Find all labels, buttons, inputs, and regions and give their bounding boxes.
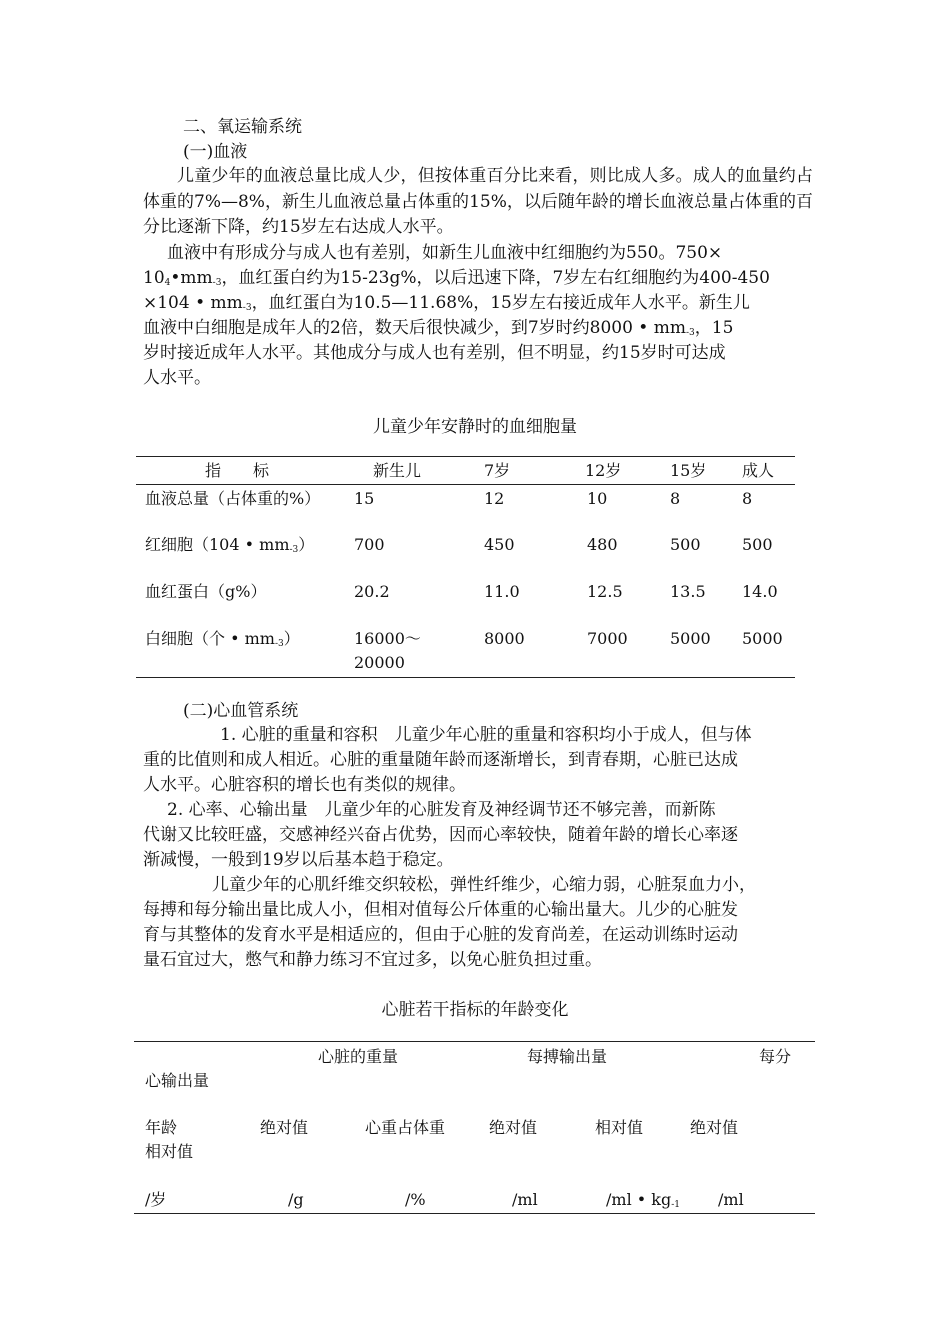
blood-paragraph-2-line-5: 岁时接近成年人水平。其他成分与成人也有差别，但不明显，约15岁时可达成: [143, 343, 726, 363]
subsection-blood-heading: (一)血液: [183, 142, 248, 162]
table2-col-age: 年龄: [145, 1118, 178, 1137]
cardio-p2-line-1: 2. 心率、心输出量 儿童少年的心脏发育及神经调节还不够完善，而新陈: [167, 800, 716, 820]
table1-header-newborn: 新生儿: [373, 461, 422, 480]
table-row-label: 白细胞（个 • $mm_{-3}$）: [145, 629, 300, 649]
table1-header-indicator: 指 标: [205, 461, 270, 480]
cardio-p3-line-4: 量石宜过大，憋气和静力练习不宜过多，以免心脏负担过重。: [143, 950, 602, 970]
table-cell: 12: [484, 489, 505, 508]
table-cell: 5000: [742, 629, 783, 648]
table1-header-7y: 7岁: [484, 461, 511, 480]
table-cell: 8: [670, 489, 681, 508]
table-cell: 10: [587, 489, 608, 508]
table-cell: 16000～: [354, 629, 421, 648]
table1-header-rule: [136, 484, 795, 485]
cardio-p1-line-2: 重的比值则和成人相近。心脏的重量随年龄而逐渐增长，到青春期，心脏已达成: [143, 750, 738, 770]
table2-group-cardiac-output-wrap: 心输出量: [145, 1071, 210, 1090]
table2-unit-ml-output: /ml: [718, 1190, 744, 1209]
table2-unit-pct: /%: [405, 1190, 426, 1209]
table2-col-rel-output: 相对值: [145, 1142, 194, 1161]
table1-top-rule: [136, 456, 795, 457]
cardio-p2-line-3: 渐减慢，一般到19岁以后基本趋于稳定。: [143, 850, 454, 870]
table-cell: 13.5: [670, 582, 706, 601]
table-cell: 8: [742, 489, 753, 508]
table1-header-15y: 15岁: [670, 461, 707, 480]
table-row-label: 红细胞（104 • $mm_{-3}$）: [145, 535, 315, 555]
table1-header-adult: 成人: [742, 461, 775, 480]
cardio-p3-line-2: 每搏和每分输出量比成人小，但相对值每公斤体重的心输出量大。儿少的心脏发: [143, 900, 738, 920]
table-cell: 500: [670, 535, 701, 554]
blood-paragraph-2-line-3: ×104 • $mm_{-3}$，血红蛋白为10.5—11.68%，15岁左右接近成年人水平。新生儿: [143, 293, 750, 313]
blood-paragraph-2-line-2: $10_4•mm_{-3}$，血红蛋白约为15-23g%，以后迅速下降，7岁左右红细胞约为400-450: [143, 268, 770, 288]
table-cell: 12.5: [587, 582, 623, 601]
table2-unit-g: /g: [288, 1190, 304, 1209]
table1-bottom-rule: [136, 677, 795, 678]
blood-paragraph-2-line-6: 人水平。: [143, 368, 211, 388]
table-cell: 500: [742, 535, 773, 554]
table2-group-cardiac-output: 每分: [759, 1047, 792, 1066]
table2-col-rel-stroke: 相对值: [595, 1118, 644, 1137]
table-cell: 11.0: [484, 582, 520, 601]
table2-col-abs-weight: 绝对值: [260, 1118, 309, 1137]
table2-unit-ml-kg: /ml • $kg_{-1}$: [606, 1190, 681, 1210]
table-cell: 700: [354, 535, 385, 554]
table2-group-heart-weight: 心脏的重量: [318, 1047, 399, 1066]
table-cell: 14.0: [742, 582, 778, 601]
subsection-cardio-heading: (二)心血管系统: [183, 701, 299, 721]
table-cell: 5000: [670, 629, 711, 648]
table2-col-abs-stroke: 绝对值: [489, 1118, 538, 1137]
table2-top-rule: [134, 1041, 815, 1042]
table1-title: 儿童少年安静时的血细胞量: [373, 417, 577, 437]
cardio-p3-line-1: 儿童少年的心肌纤维交织较松，弹性纤维少，心缩力弱，心脏泵血力小，: [212, 875, 756, 895]
cardio-p3-line-3: 育与其整体的发育水平是相适应的，但由于心脏的发育尚差，在运动训练时运动: [143, 925, 738, 945]
table-cell: 480: [587, 535, 618, 554]
table-cell: 20.2: [354, 582, 390, 601]
cardio-p2-line-2: 代谢又比较旺盛，交感神经兴奋占优势，因而心率较快，随着年龄的增长心率逐: [143, 825, 738, 845]
cardio-p1-line-1: 1. 心脏的重量和容积 儿童少年心脏的重量和容积均小于成人，但与体: [220, 725, 752, 745]
cardio-p1-line-3: 人水平。心脏容积的增长也有类似的规律。: [143, 775, 466, 795]
table-cell: 15: [354, 489, 375, 508]
table2-col-ratio: 心重占体重: [365, 1118, 446, 1137]
table2-group-stroke-volume: 每搏输出量: [527, 1047, 608, 1066]
table2-header-rule: [134, 1213, 815, 1214]
table2-unit-ml-stroke: /ml: [512, 1190, 538, 1209]
table-cell: 8000: [484, 629, 525, 648]
blood-paragraph-2-line-1: 血液中有形成分与成人也有差别，如新生儿血液中红细胞约为550。750×: [167, 243, 723, 263]
table-cell: 7000: [587, 629, 628, 648]
table1-header-12y: 12岁: [585, 461, 622, 480]
table-cell-wrap: 20000: [354, 653, 405, 672]
section-heading: 二、氧运输系统: [183, 117, 302, 137]
blood-paragraph-2-line-4: 血液中白细胞是成年人的2倍，数天后很快减少，到7岁时约8000 • $mm_{-3}$，15: [143, 318, 734, 338]
blood-paragraph-1: 儿童少年的血液总量比成人少，但按体重百分比来看，则比成人多。成人的血量约占体重的7%—8%，新生儿血液总量占体重的15%，以后随年龄的增长血液总量占体重的百分比逐渐下降，约15岁左右达成人水平。: [143, 166, 813, 237]
table-row-label: 血红蛋白（g%）: [145, 582, 267, 601]
table-row-label: 血液总量（占体重的%）: [145, 489, 321, 508]
table-cell: 450: [484, 535, 515, 554]
table2-unit-age: /岁: [145, 1190, 167, 1209]
table2-title: 心脏若干指标的年龄变化: [381, 1000, 569, 1020]
table2-col-abs-output: 绝对值: [690, 1118, 739, 1137]
